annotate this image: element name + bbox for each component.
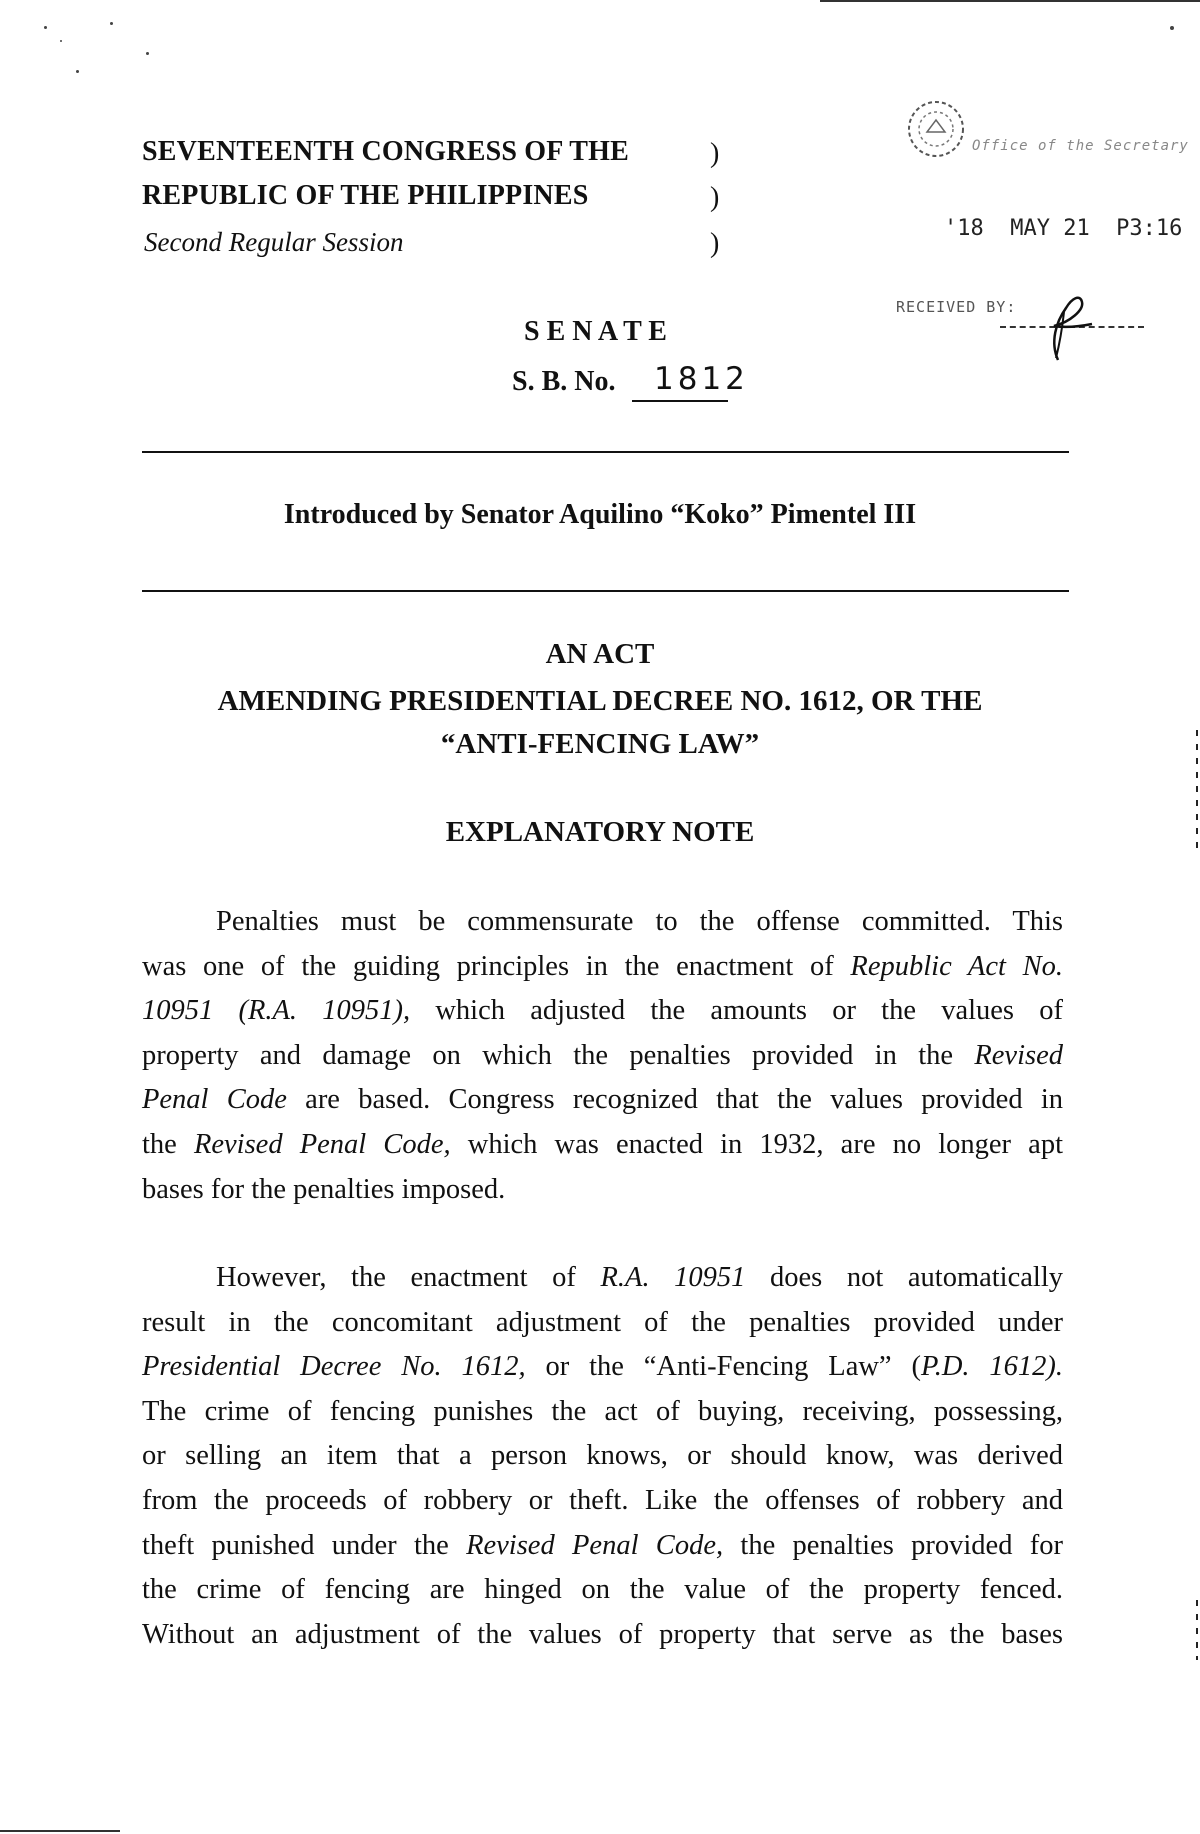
paragraph-line (142, 945, 1063, 990)
paragraph-line (142, 1256, 1063, 1301)
act-title-line1: AN ACT (545, 638, 655, 670)
scan-speck (60, 40, 62, 42)
scan-speck (76, 70, 79, 73)
text-run: property and damage on which the penalties provided in the (142, 1039, 975, 1071)
italic-run: Penal Code (142, 1084, 287, 1116)
congress-heading-line1: SEVENTEENTH CONGRESS OF THE (142, 136, 629, 167)
paragraph-line: from the proceeds of robbery or theft. Like the offenses of robbery and (142, 1484, 1063, 1516)
text-run: does not automatically (745, 1262, 1063, 1293)
paragraph-2 (142, 1256, 1063, 1657)
paragraph-line (142, 1123, 1063, 1168)
paragraph-line (142, 1078, 1063, 1123)
paragraph-1 (142, 900, 1063, 1212)
text-run: the penalties provided for (723, 1529, 1063, 1561)
text-run: theft punished under the (142, 1529, 467, 1561)
congress-heading-line2: REPUBLIC OF THE PHILIPPINES (142, 180, 589, 211)
text-run: the (142, 1128, 194, 1160)
text-run: are based. Congress recognized that the values provided in (286, 1084, 1064, 1116)
introduced-by: Introduced by Senator Aquilino “Koko” Pimentel III (283, 499, 917, 530)
paragraph-line (142, 1034, 1063, 1079)
session-label: Second Regular Session (144, 227, 404, 257)
explanatory-note-title: EXPLANATORY NOTE (445, 816, 755, 848)
text-run: which adjusted the amounts or the values of (410, 995, 1063, 1027)
paragraph-line: bases for the penalties imposed. (142, 1173, 506, 1205)
stamp-received-label: RECEIVED BY: (896, 298, 1017, 316)
italic-run: Revised Penal Code, (193, 1128, 451, 1160)
bill-number: 1812 (654, 361, 749, 397)
bottom-rule (142, 590, 1069, 592)
paragraph-line: the crime of fencing are hinged on the value of the property fenced. (142, 1574, 1063, 1606)
paragraph-line: Penalties must be commensurate to the offense committed. This (216, 906, 1063, 937)
italic-run: 10951 (R.A. 10951), (142, 995, 411, 1027)
heading-paren: ) (710, 182, 720, 213)
bill-number-label: S. B. No. (512, 366, 616, 397)
text-run: which was enacted in 1932, are no longer apt (450, 1128, 1063, 1160)
text-run: or the “Anti-Fencing Law” ( (525, 1351, 921, 1383)
senate-seal-icon (905, 98, 967, 165)
text-run: However, the enactment of (216, 1262, 601, 1293)
signature-icon (1036, 282, 1096, 367)
bill-number-underline (632, 400, 728, 402)
italic-run: Presidential Decree No. 1612, (142, 1351, 526, 1383)
paragraph-line: The crime of fencing punishes the act of buying, receiving, possessing, (142, 1395, 1063, 1427)
text-run: was one of the guiding principles in the enactment of (142, 950, 851, 982)
scan-top-line (820, 0, 1200, 2)
paragraph-line: result in the concomitant adjustment of the penalties provided under (142, 1306, 1063, 1338)
scan-speck (1170, 26, 1174, 30)
stamp-office-label: Office of the Secretary (972, 138, 1189, 154)
paragraph-line (142, 989, 1063, 1034)
scan-edge-mark (1196, 1600, 1198, 1660)
scan-speck (110, 22, 113, 25)
scan-speck (146, 52, 149, 55)
senate-title: S E N A T E (524, 316, 667, 347)
stamp-date-time: '18 MAY 21 P3:16 (944, 216, 1183, 241)
scan-bottom-line (0, 1830, 120, 1832)
scan-speck (44, 26, 47, 29)
paragraph-line (142, 1345, 1063, 1390)
italic-run: Revised (974, 1039, 1063, 1071)
paragraph-line: Without an adjustment of the values of property that serve as the bases (142, 1618, 1063, 1650)
italic-run: Revised Penal Code, (466, 1529, 724, 1561)
italic-run: Republic Act No. (850, 950, 1063, 982)
act-title-line2: AMENDING PRESIDENTIAL DECREE NO. 1612, OR THE (217, 685, 983, 717)
italic-run: R.A. 10951 (600, 1262, 746, 1293)
paragraph-line: or selling an item that a person knows, or should know, was derived (142, 1440, 1063, 1472)
heading-paren: ) (710, 228, 720, 259)
heading-paren: ) (710, 138, 720, 169)
italic-run: P.D. 1612). (920, 1351, 1064, 1383)
top-rule (142, 451, 1069, 453)
paragraph-line (142, 1524, 1063, 1569)
act-title-line3: “ANTI-FENCING LAW” (440, 728, 760, 760)
